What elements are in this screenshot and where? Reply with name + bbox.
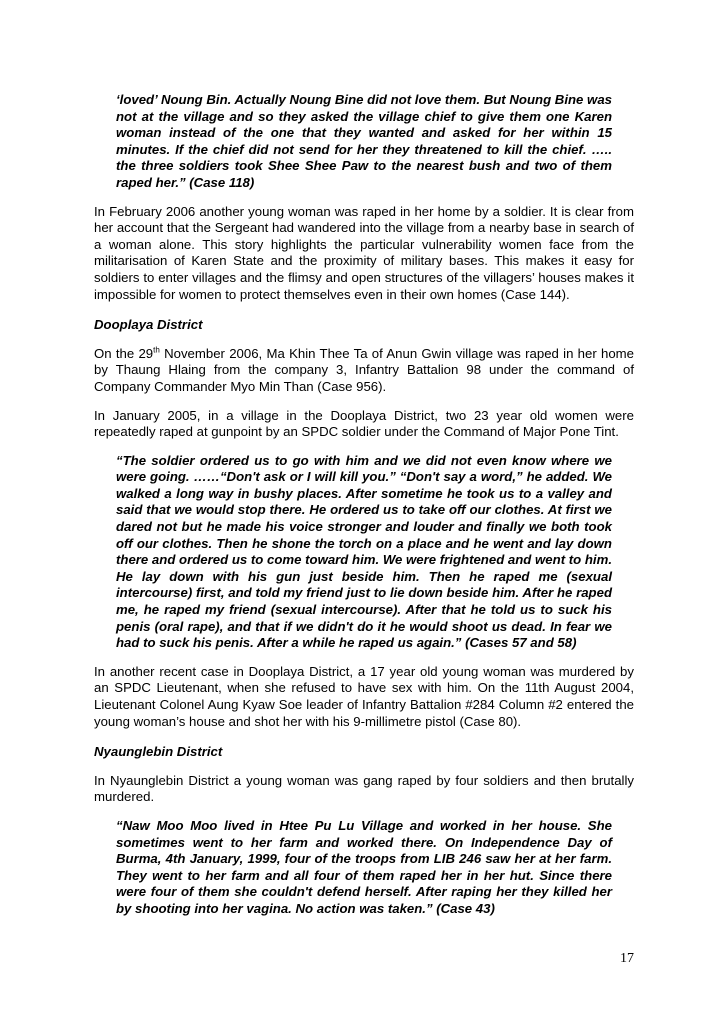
testimony-quote-case-118: ‘loved’ Noung Bin. Actually Noung Bine did not love them. But Noung Bine was not at the village and so they asked the village chief to give them one Karen woman instead of the one that they wanted and asked for her within 15 minutes. If the chief did not send for her they threatened to kill the chief. ….. the three soldiers took Shee Shee Paw to the nearest bush and two of them raped her.” (Case 118) bbox=[116, 92, 612, 190]
paragraph-case-80: In another recent case in Dooplaya District, a 17 year old young woman was murdered by an SPDC Lieutenant, when she refused to have sex with him. On the 11th August 2004, Lieutenant Colonel Aung Kyaw Soe leader of Infantry Battalion #284 Column #2 entered the young woman’s house and shot her with his 9-millimetre pistol (Case 80). bbox=[94, 663, 634, 729]
section-heading-nyaunglebin: Nyaunglebin District bbox=[94, 744, 223, 760]
paragraph-cases-57-58-intro: In January 2005, in a village in the Dooplaya District, two 23 year old women were repeatedly raped at gunpoint by an SPDC soldier under the Command of Major Pone Tint. bbox=[94, 407, 634, 440]
paragraph-case-956-rest: November 2006, Ma Khin Thee Ta of Anun Gwin village was raped in her home by Thaung Hlaing from the company 3, Infantry Battalion 98 under the command of Company Commander Myo Min Than (Case 956). bbox=[94, 345, 635, 394]
testimony-quote-cases-57-58: “The soldier ordered us to go with him and we did not even know where we were going. ……“Don't ask or I will kill you.” “Don't say a word,” he added. We walked a long way in bushy places. After sometime he took us to a valley and said that we would stop there. He ordered us to take off our clothes. At first we dared not but he made his voice stronger and louder and finally we both took off our clothes. Then he shone the torch on a place and he went and lay down there and ordered us to come toward him. We were frightened and went to him. He lay down with his gun just beside him. Then he raped me (sexual intercourse) first, and told my friend just to lie down beside him. After he raped me, he raped my friend (sexual intercourse). After that he told us to suck his penis (oral rape), and that if we didn't do it he would shoot us dead. In fear we had to suck his penis. After a while he raped us again.” (Cases 57 and 58) bbox=[116, 452, 612, 651]
ordinal-suffix: th bbox=[153, 345, 160, 355]
paragraph-nyaunglebin-intro: In Nyaunglebin District a young woman was gang raped by four soldiers and then brutally murdered. bbox=[94, 772, 634, 805]
paragraph-case-956 bbox=[94, 346, 634, 396]
page-number: 17 bbox=[620, 951, 634, 966]
paragraph-case-956-start: On the 29 bbox=[94, 345, 154, 361]
section-heading-dooplaya: Dooplaya District bbox=[94, 317, 203, 333]
paragraph-case-144: In February 2006 another young woman was raped in her home by a soldier. It is clear from her account that the Sergeant had wandered into the village from a nearby base in search of a woman alone. This story highlights the particular vulnerability women face from the militarisation of Karen State and the proximity of military bases. This makes it easy for soldiers to enter villages and the flimsy and open structures of the villagers’ houses makes it impossible for women to protect themselves even in their own homes (Case 144). bbox=[94, 203, 634, 302]
testimony-quote-case-43: “Naw Moo Moo lived in Htee Pu Lu Village and worked in her house. She sometimes went to her farm and worked there. On Independence Day of Burma, 4th January, 1999, four of the troops from LIB 246 saw her at her farm. They went to her farm and all four of them raped her in her hut. Since there were four of them she couldn't defend herself. After raping her they killed her by shooting into her vagina. No action was taken.” (Case 43) bbox=[116, 817, 612, 916]
